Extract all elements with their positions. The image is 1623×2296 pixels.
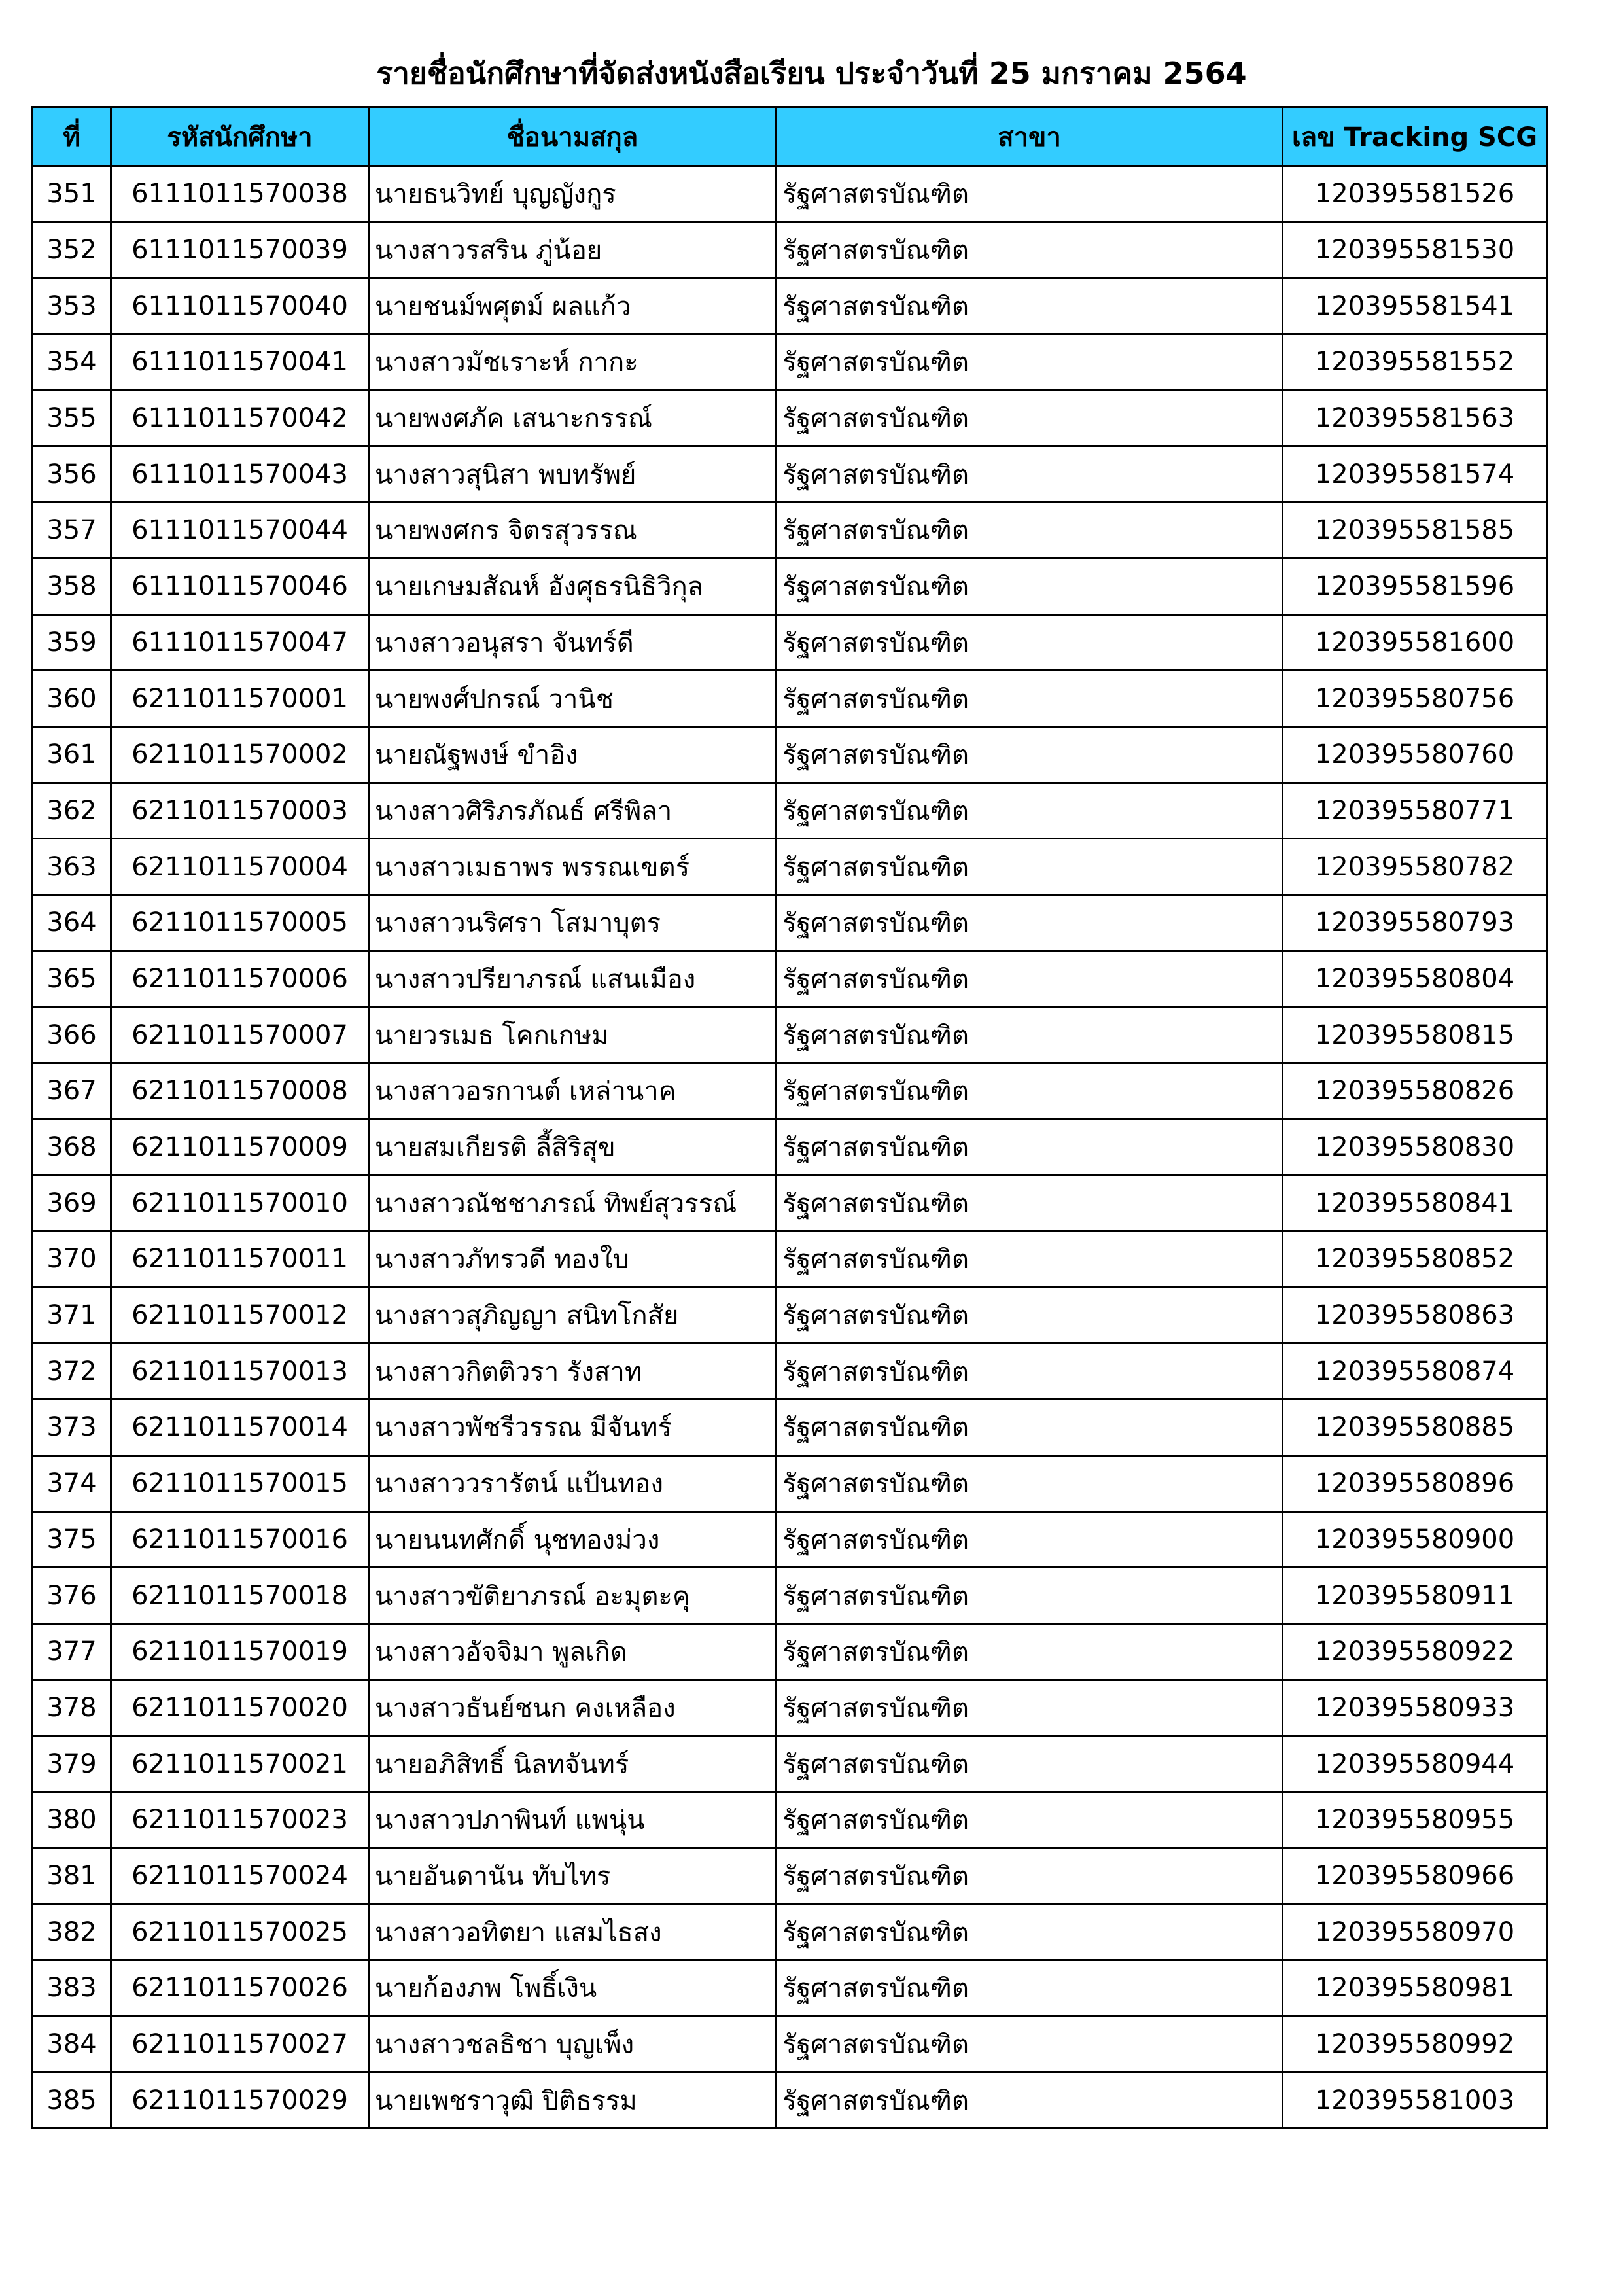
cell-major: รัฐศาสตรบัณฑิต (777, 334, 1283, 391)
cell-name: นายธนวิทย์ บุญญังกูร (369, 166, 777, 222)
cell-major: รัฐศาสตรบัณฑิต (777, 839, 1283, 895)
cell-name: นายก้องภพ โพธิ์เงิน (369, 1960, 777, 2017)
cell-name: นายอันดานัน ทับไทร (369, 1848, 777, 1904)
cell-tracking: 120395581526 (1283, 166, 1547, 222)
table-row (33, 1736, 1547, 1792)
cell-major: รัฐศาสตรบัณฑิต (777, 726, 1283, 783)
cell-student-id: 6211011570020 (111, 1680, 369, 1736)
table-row (33, 1960, 1547, 2017)
cell-major: รัฐศาสตรบัณฑิต (777, 1904, 1283, 1960)
cell-tracking: 120395580922 (1283, 1623, 1547, 1680)
cell-tracking: 120395580970 (1283, 1904, 1547, 1960)
table-row (33, 1175, 1547, 1231)
cell-student-id: 6111011570046 (111, 558, 369, 614)
cell-no: 362 (33, 783, 111, 839)
cell-student-id: 6211011570014 (111, 1400, 369, 1456)
cell-tracking: 120395580771 (1283, 783, 1547, 839)
cell-no: 353 (33, 278, 111, 334)
table-row (33, 503, 1547, 559)
cell-name: นายอภิสิทธิ์ นิลทจันทร์ (369, 1736, 777, 1792)
column-header-no: ที่ (33, 107, 111, 166)
table-row (33, 2072, 1547, 2128)
cell-major: รัฐศาสตรบัณฑิต (777, 2072, 1283, 2128)
cell-student-id: 6211011570027 (111, 2016, 369, 2072)
cell-student-id: 6211011570018 (111, 1568, 369, 1624)
cell-no: 355 (33, 390, 111, 446)
cell-major: รัฐศาสตรบัณฑิต (777, 446, 1283, 503)
table-row (33, 1455, 1547, 1511)
table-row (33, 783, 1547, 839)
cell-name: นายเกษมสัณห์ อังศุธรนิธิวิกุล (369, 558, 777, 614)
cell-tracking: 120395580933 (1283, 1680, 1547, 1736)
cell-major: รัฐศาสตรบัณฑิต (777, 390, 1283, 446)
table-row (33, 1287, 1547, 1343)
cell-major: รัฐศาสตรบัณฑิต (777, 1455, 1283, 1511)
table-row (33, 1063, 1547, 1120)
cell-tracking: 120395581530 (1283, 222, 1547, 278)
table-row (33, 1623, 1547, 1680)
cell-major: รัฐศาสตรบัณฑิต (777, 166, 1283, 222)
table-row (33, 1400, 1547, 1456)
cell-student-id: 6211011570011 (111, 1231, 369, 1288)
cell-no: 374 (33, 1455, 111, 1511)
cell-tracking: 120395580852 (1283, 1231, 1547, 1288)
cell-tracking: 120395580756 (1283, 671, 1547, 727)
cell-student-id: 6111011570043 (111, 446, 369, 503)
cell-name: นายพงศ์ปกรณ์ วานิช (369, 671, 777, 727)
cell-student-id: 6211011570019 (111, 1623, 369, 1680)
cell-name: นายชนม์พศุตม์ ผลแก้ว (369, 278, 777, 334)
cell-name: นายสมเกียรติ ลี้สิริสุข (369, 1119, 777, 1175)
cell-name: นางสาวชลธิชา บุญเพ็ง (369, 2016, 777, 2072)
cell-tracking: 120395581600 (1283, 614, 1547, 671)
cell-tracking: 120395580782 (1283, 839, 1547, 895)
table-row (33, 1007, 1547, 1063)
cell-major: รัฐศาสตรบัณฑิต (777, 951, 1283, 1007)
cell-major: รัฐศาสตรบัณฑิต (777, 1623, 1283, 1680)
cell-name: นางสาวศิริภรภัณธ์ ศรีพิลา (369, 783, 777, 839)
cell-no: 378 (33, 1680, 111, 1736)
cell-no: 352 (33, 222, 111, 278)
cell-tracking: 120395581596 (1283, 558, 1547, 614)
cell-major: รัฐศาสตรบัณฑิต (777, 614, 1283, 671)
table-row (33, 166, 1547, 222)
cell-no: 369 (33, 1175, 111, 1231)
cell-student-id: 6211011570005 (111, 894, 369, 951)
cell-name: นางสาวเมธาพร พรรณเขตร์ (369, 839, 777, 895)
cell-major: รัฐศาสตรบัณฑิต (777, 1175, 1283, 1231)
cell-no: 354 (33, 334, 111, 391)
cell-name: นางสาวสุภิญญา สนิทโกสัย (369, 1287, 777, 1343)
cell-student-id: 6111011570038 (111, 166, 369, 222)
cell-tracking: 120395580955 (1283, 1792, 1547, 1848)
cell-name: นางสาวขัติยาภรณ์ อะมุตะคุ (369, 1568, 777, 1624)
cell-major: รัฐศาสตรบัณฑิต (777, 1736, 1283, 1792)
cell-student-id: 6211011570009 (111, 1119, 369, 1175)
cell-major: รัฐศาสตรบัณฑิต (777, 1287, 1283, 1343)
cell-no: 365 (33, 951, 111, 1007)
cell-no: 379 (33, 1736, 111, 1792)
cell-student-id: 6211011570015 (111, 1455, 369, 1511)
cell-name: นางสาวอทิตยา แสมไธสง (369, 1904, 777, 1960)
cell-tracking: 120395580885 (1283, 1400, 1547, 1456)
cell-no: 366 (33, 1007, 111, 1063)
cell-tracking: 120395581552 (1283, 334, 1547, 391)
cell-student-id: 6211011570025 (111, 1904, 369, 1960)
cell-major: รัฐศาสตรบัณฑิต (777, 1568, 1283, 1624)
cell-name: นางสาวพัชรีวรรณ มีจันทร์ (369, 1400, 777, 1456)
table-row (33, 614, 1547, 671)
cell-tracking: 120395580830 (1283, 1119, 1547, 1175)
cell-name: นางสาวกิตติวรา รังสาท (369, 1343, 777, 1400)
cell-tracking: 120395580874 (1283, 1343, 1547, 1400)
cell-major: รัฐศาสตรบัณฑิต (777, 1400, 1283, 1456)
cell-name: นางสาวอนุสรา จันทร์ดี (369, 614, 777, 671)
table-row (33, 894, 1547, 951)
column-header-major: สาขา (777, 107, 1283, 166)
cell-name: นายเพชราวุฒิ ปิติธรรม (369, 2072, 777, 2128)
cell-student-id: 6211011570001 (111, 671, 369, 727)
cell-no: 373 (33, 1400, 111, 1456)
cell-tracking: 120395580911 (1283, 1568, 1547, 1624)
table-row (33, 1231, 1547, 1288)
cell-tracking: 120395580944 (1283, 1736, 1547, 1792)
cell-no: 370 (33, 1231, 111, 1288)
table-row (33, 390, 1547, 446)
cell-name: นายณัฐพงษ์ ขำอิง (369, 726, 777, 783)
cell-name: นางสาวปรียาภรณ์ แสนเมือง (369, 951, 777, 1007)
cell-major: รัฐศาสตรบัณฑิต (777, 1343, 1283, 1400)
cell-name: นางสาววรารัตน์ แป้นทอง (369, 1455, 777, 1511)
cell-tracking: 120395580896 (1283, 1455, 1547, 1511)
table-row (33, 1848, 1547, 1904)
cell-major: รัฐศาสตรบัณฑิต (777, 278, 1283, 334)
cell-no: 357 (33, 503, 111, 559)
cell-tracking: 120395581003 (1283, 2072, 1547, 2128)
cell-tracking: 120395580826 (1283, 1063, 1547, 1120)
cell-student-id: 6211011570003 (111, 783, 369, 839)
cell-major: รัฐศาสตรบัณฑิต (777, 1848, 1283, 1904)
cell-tracking: 120395580793 (1283, 894, 1547, 951)
shipment-table (31, 106, 1548, 2129)
cell-name: นายวรเมธ โคกเกษม (369, 1007, 777, 1063)
column-header-tracking: เลข Tracking SCG (1283, 107, 1547, 166)
cell-name: นางสาวภัทรวดี ทองใบ (369, 1231, 777, 1288)
cell-name: นางสาวธันย์ชนก คงเหลือง (369, 1680, 777, 1736)
cell-no: 363 (33, 839, 111, 895)
cell-tracking: 120395580981 (1283, 1960, 1547, 2017)
cell-major: รัฐศาสตรบัณฑิต (777, 1511, 1283, 1568)
cell-major: รัฐศาสตรบัณฑิต (777, 1231, 1283, 1288)
table-row (33, 278, 1547, 334)
cell-major: รัฐศาสตรบัณฑิต (777, 894, 1283, 951)
cell-name: นายนนทศักดิ์ นุชทองม่วง (369, 1511, 777, 1568)
cell-tracking: 120395581563 (1283, 390, 1547, 446)
cell-student-id: 6111011570042 (111, 390, 369, 446)
cell-no: 375 (33, 1511, 111, 1568)
table-row (33, 1568, 1547, 1624)
table-header-row (33, 107, 1547, 166)
cell-no: 376 (33, 1568, 111, 1624)
cell-student-id: 6211011570006 (111, 951, 369, 1007)
cell-no: 383 (33, 1960, 111, 2017)
cell-major: รัฐศาสตรบัณฑิต (777, 503, 1283, 559)
cell-major: รัฐศาสตรบัณฑิต (777, 1680, 1283, 1736)
cell-tracking: 120395581574 (1283, 446, 1547, 503)
cell-major: รัฐศาสตรบัณฑิต (777, 1960, 1283, 2017)
cell-no: 360 (33, 671, 111, 727)
table-row (33, 1680, 1547, 1736)
cell-name: นางสาวณัชชาภรณ์ ทิพย์สุวรรณ์ (369, 1175, 777, 1231)
cell-student-id: 6211011570021 (111, 1736, 369, 1792)
table-row (33, 951, 1547, 1007)
cell-no: 385 (33, 2072, 111, 2128)
cell-student-id: 6211011570023 (111, 1792, 369, 1848)
cell-name: นายพงศกร จิตรสุวรรณ (369, 503, 777, 559)
table-row (33, 1511, 1547, 1568)
cell-student-id: 6111011570041 (111, 334, 369, 391)
cell-student-id: 6211011570026 (111, 1960, 369, 2017)
cell-tracking: 120395580760 (1283, 726, 1547, 783)
cell-tracking: 120395580841 (1283, 1175, 1547, 1231)
cell-tracking: 120395580992 (1283, 2016, 1547, 2072)
cell-student-id: 6211011570024 (111, 1848, 369, 1904)
table-row (33, 1904, 1547, 1960)
cell-major: รัฐศาสตรบัณฑิต (777, 1119, 1283, 1175)
cell-no: 364 (33, 894, 111, 951)
cell-name: นางสาวนริศรา โสมาบุตร (369, 894, 777, 951)
cell-tracking: 120395581585 (1283, 503, 1547, 559)
table-row (33, 334, 1547, 391)
cell-student-id: 6111011570039 (111, 222, 369, 278)
cell-no: 382 (33, 1904, 111, 1960)
cell-tracking: 120395580804 (1283, 951, 1547, 1007)
cell-name: นางสาวปภาพินท์ แพนุ่น (369, 1792, 777, 1848)
cell-no: 367 (33, 1063, 111, 1120)
cell-no: 356 (33, 446, 111, 503)
cell-major: รัฐศาสตรบัณฑิต (777, 1792, 1283, 1848)
column-header-student-id: รหัสนักศึกษา (111, 107, 369, 166)
cell-major: รัฐศาสตรบัณฑิต (777, 1063, 1283, 1120)
cell-student-id: 6211011570010 (111, 1175, 369, 1231)
cell-major: รัฐศาสตรบัณฑิต (777, 671, 1283, 727)
cell-no: 377 (33, 1623, 111, 1680)
cell-no: 384 (33, 2016, 111, 2072)
cell-tracking: 120395581541 (1283, 278, 1547, 334)
cell-student-id: 6211011570008 (111, 1063, 369, 1120)
cell-name: นางสาวสุนิสา พบทรัพย์ (369, 446, 777, 503)
column-header-name: ชื่อนามสกุล (369, 107, 777, 166)
cell-student-id: 6211011570007 (111, 1007, 369, 1063)
cell-no: 371 (33, 1287, 111, 1343)
table-row (33, 1343, 1547, 1400)
cell-name: นายพงศภัค เสนาะกรรณ์ (369, 390, 777, 446)
cell-student-id: 6211011570016 (111, 1511, 369, 1568)
cell-student-id: 6211011570013 (111, 1343, 369, 1400)
cell-name: นางสาวอรกานต์ เหล่านาค (369, 1063, 777, 1120)
cell-no: 381 (33, 1848, 111, 1904)
table-row (33, 558, 1547, 614)
cell-no: 368 (33, 1119, 111, 1175)
cell-no: 358 (33, 558, 111, 614)
cell-name: นางสาวมัชเราะห์ กากะ (369, 334, 777, 391)
cell-name: นางสาวรสริน ภู่น้อย (369, 222, 777, 278)
cell-no: 372 (33, 1343, 111, 1400)
table-row (33, 671, 1547, 727)
cell-tracking: 120395580966 (1283, 1848, 1547, 1904)
cell-student-id: 6211011570012 (111, 1287, 369, 1343)
cell-tracking: 120395580863 (1283, 1287, 1547, 1343)
cell-student-id: 6111011570040 (111, 278, 369, 334)
table-row (33, 1119, 1547, 1175)
cell-student-id: 6211011570029 (111, 2072, 369, 2128)
table-row (33, 726, 1547, 783)
cell-major: รัฐศาสตรบัณฑิต (777, 222, 1283, 278)
table-row (33, 222, 1547, 278)
table-row (33, 1792, 1547, 1848)
cell-name: นางสาวอัจจิมา พูลเกิด (369, 1623, 777, 1680)
cell-major: รัฐศาสตรบัณฑิต (777, 1007, 1283, 1063)
page-title: รายชื่อนักศึกษาที่จัดส่งหนังสือเรียน ประจำวันที่ 25 มกราคม 2564 (376, 56, 1247, 91)
cell-no: 361 (33, 726, 111, 783)
table-row (33, 839, 1547, 895)
cell-tracking: 120395580900 (1283, 1511, 1547, 1568)
table-row (33, 2016, 1547, 2072)
cell-major: รัฐศาสตรบัณฑิต (777, 2016, 1283, 2072)
table-row (33, 446, 1547, 503)
cell-no: 380 (33, 1792, 111, 1848)
cell-no: 359 (33, 614, 111, 671)
cell-tracking: 120395580815 (1283, 1007, 1547, 1063)
cell-student-id: 6111011570047 (111, 614, 369, 671)
cell-major: รัฐศาสตรบัณฑิต (777, 783, 1283, 839)
cell-student-id: 6211011570004 (111, 839, 369, 895)
cell-student-id: 6211011570002 (111, 726, 369, 783)
cell-major: รัฐศาสตรบัณฑิต (777, 558, 1283, 614)
cell-no: 351 (33, 166, 111, 222)
cell-student-id: 6111011570044 (111, 503, 369, 559)
